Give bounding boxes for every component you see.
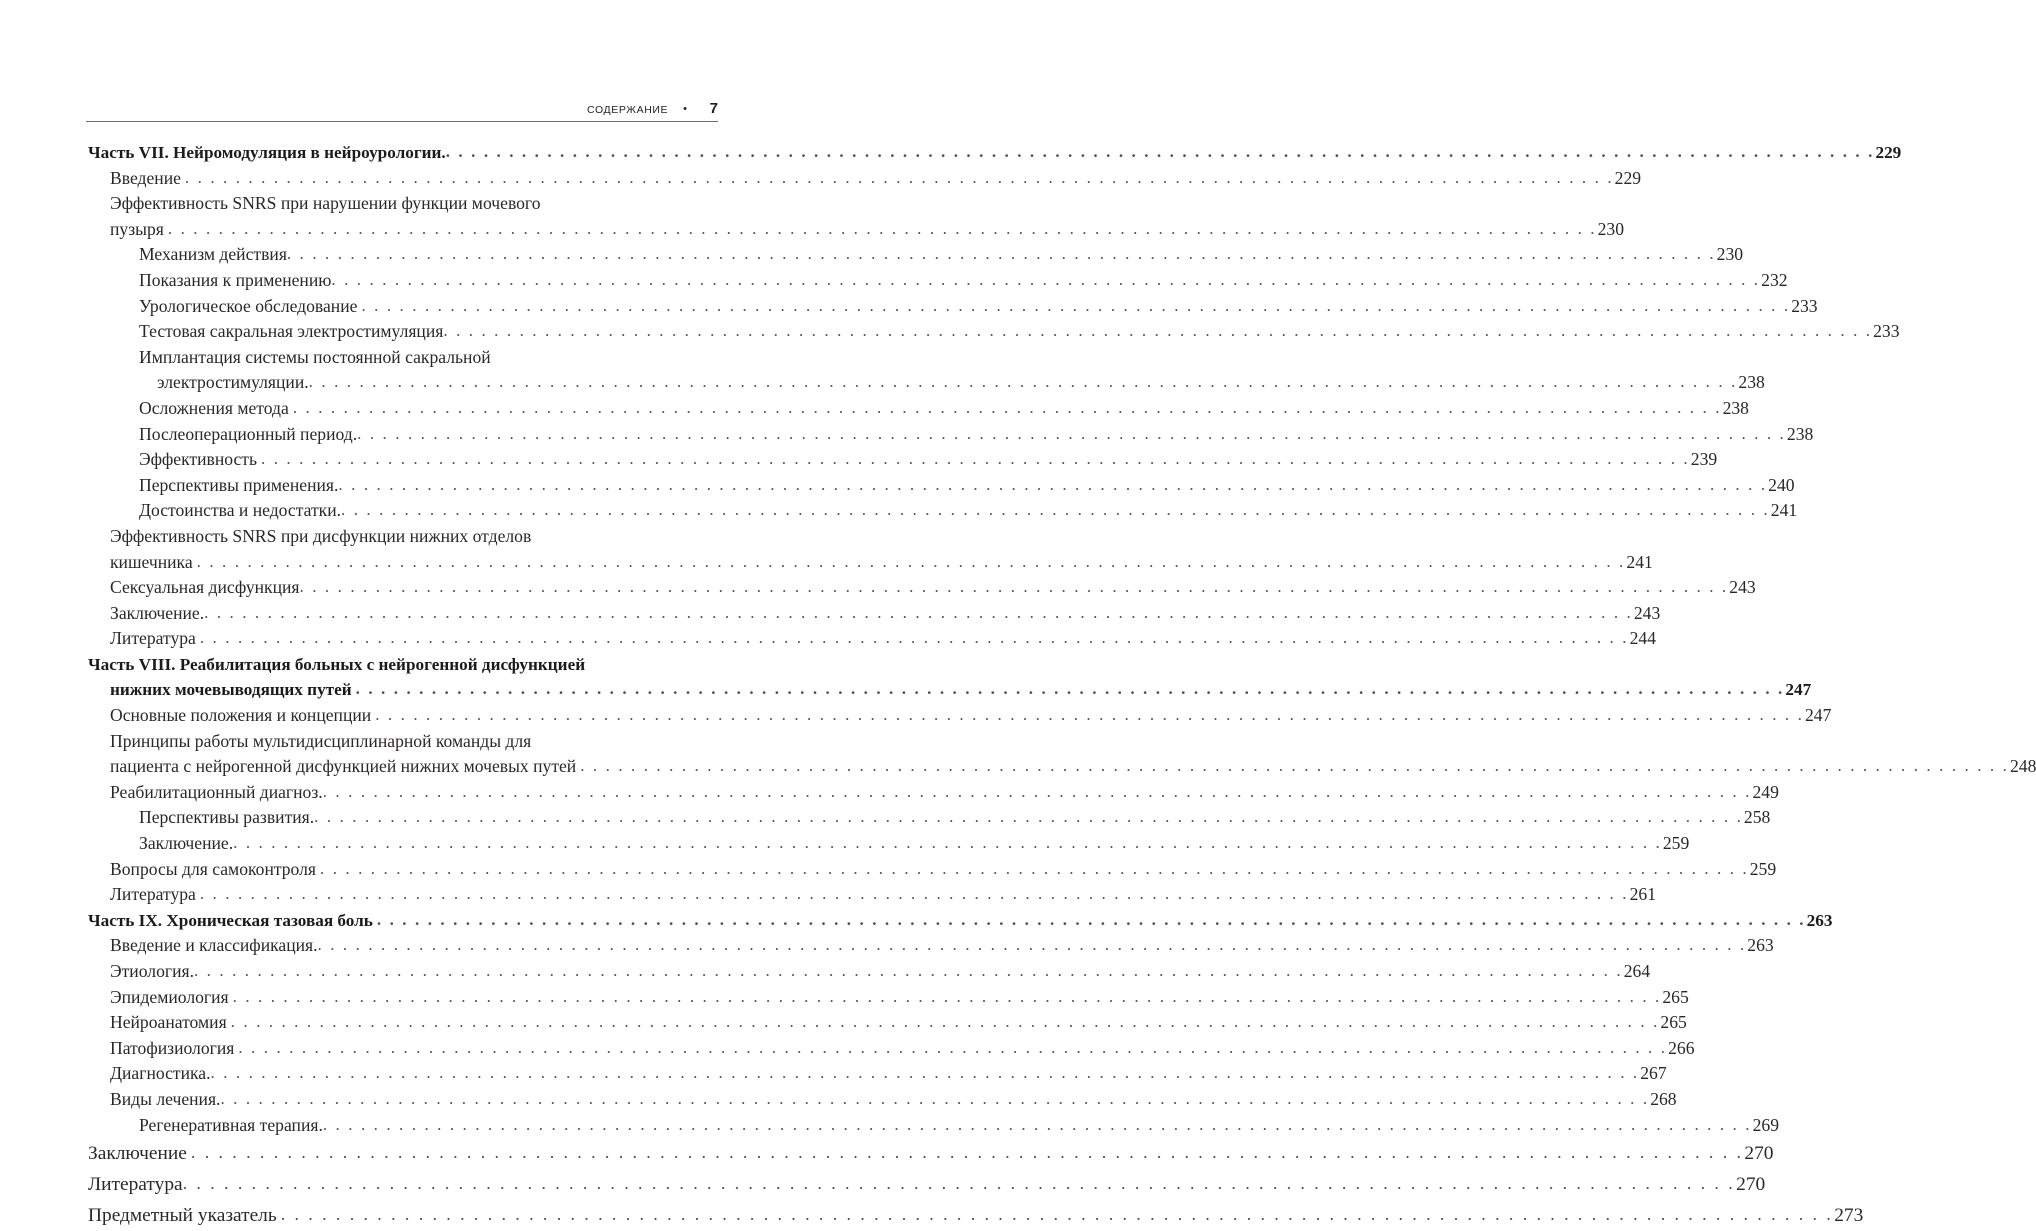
toc-entry-page-number: 233: [1791, 295, 1818, 316]
toc-entry-page-number: 258: [1743, 807, 1771, 828]
toc-entry-page-number: 238: [1738, 372, 1765, 393]
toc-entry-page-number: 247: [1785, 680, 1812, 700]
dot-leader: [220, 1086, 1649, 1112]
toc-entry[interactable]: [0, 447, 1718, 473]
toc-entry[interactable]: [0, 857, 1777, 883]
dot-leader: [183, 1168, 1736, 1199]
dot-leader: [580, 753, 2009, 779]
toc-entry[interactable]: [0, 217, 1625, 243]
toc-entry[interactable]: [0, 319, 1900, 345]
toc-entry[interactable]: [0, 166, 1642, 192]
toc-entry-page-number: 229: [1614, 167, 1642, 188]
dot-leader: [314, 804, 1743, 830]
dot-leader: [168, 216, 1597, 242]
toc-entry-label: Показания к применению: [139, 269, 332, 290]
dot-leader: [200, 881, 1629, 907]
dot-leader: [185, 165, 1614, 191]
running-head-separator-dot: •: [683, 103, 687, 115]
toc-entry[interactable]: [0, 268, 1788, 294]
toc-entry[interactable]: [0, 498, 1798, 524]
toc-entry-page-number: 273: [1834, 1205, 1864, 1227]
dot-leader: [191, 1137, 1744, 1168]
toc-entry[interactable]: [0, 242, 1744, 268]
dot-leader: [233, 830, 1662, 856]
dot-leader: [300, 574, 1729, 600]
toc-entry[interactable]: [0, 882, 1656, 908]
toc-entry[interactable]: [0, 831, 1690, 857]
toc-entry-page-number: 241: [1626, 551, 1653, 572]
dot-leader: [443, 318, 1872, 344]
toc-entry-page-number: 247: [1804, 705, 1832, 726]
toc-entry[interactable]: [0, 985, 1689, 1011]
dot-leader: [377, 907, 1806, 933]
dot-leader: [197, 549, 1626, 575]
toc-entry-label: Механизм действия: [139, 244, 287, 265]
toc-entry-page-number: 229: [1875, 143, 1902, 162]
toc-entry[interactable]: [0, 1061, 1667, 1087]
toc-entry-label: пузыря: [110, 218, 164, 239]
dot-leader: [204, 600, 1633, 626]
toc-entry-page-number: 270: [1736, 1174, 1766, 1196]
toc-entry[interactable]: [0, 626, 1656, 652]
dot-leader: [323, 1112, 1752, 1138]
toc-entry-label: Часть VIII. Реабилитация больных с нейрогенной дисфункцией: [88, 654, 586, 674]
dot-leader: [309, 369, 1738, 395]
toc-entry-label: Предметный указатель: [88, 1205, 277, 1227]
toc-entry[interactable]: [0, 908, 1833, 934]
toc-entry-page-number: 244: [1629, 628, 1656, 649]
toc-entry-page-number: 233: [1873, 321, 1900, 342]
toc-entry-page-number: 266: [1668, 1037, 1695, 1058]
dot-leader: [361, 293, 1790, 319]
dot-leader: [331, 267, 1760, 293]
toc-entry-page-number: 264: [1623, 961, 1651, 981]
toc-entry-page-number: 230: [1716, 244, 1744, 265]
dot-leader: [320, 856, 1749, 882]
toc-entry[interactable]: [0, 1138, 1774, 1169]
toc-entry-label: Литература: [110, 884, 196, 905]
toc-entry-label: Регенеративная терапия.: [139, 1114, 323, 1135]
toc-entry-page-number: 270: [1744, 1143, 1774, 1165]
toc-entry[interactable]: [0, 933, 1774, 959]
dot-leader: [446, 139, 1875, 165]
toc-entry-page-number: 249: [1752, 781, 1779, 802]
dot-leader: [238, 1035, 1667, 1061]
toc-entry-label: Этиология.: [110, 961, 194, 981]
toc-entry[interactable]: [0, 1200, 1864, 1231]
dot-leader: [281, 1199, 1834, 1230]
toc-entry-label: Эффективность SNRS при дисфункции нижних отделов: [110, 525, 532, 546]
toc-entry-label: Перспективы развития.: [139, 807, 315, 828]
toc-entry[interactable]: [0, 524, 822, 550]
toc-entry-label: нижних мочевыводящих путей: [110, 680, 352, 700]
toc-entry-label: Нейроанатомия: [110, 1012, 227, 1033]
toc-entry-label: пациента с нейрогенной дисфункцией нижних мочевых путей: [110, 756, 577, 777]
toc-entry-page-number: 259: [1749, 858, 1777, 879]
toc-entry[interactable]: [0, 601, 1661, 627]
toc-entry[interactable]: [0, 1036, 1695, 1062]
toc-entry-label: Литература: [88, 1174, 183, 1196]
toc-entry-page-number: 243: [1633, 602, 1661, 623]
toc-entry[interactable]: [0, 473, 1795, 499]
toc-entry-label: Достоинства и недостатки.: [139, 500, 342, 521]
toc-entry-label: Диагностика.: [110, 1063, 211, 1084]
dot-leader: [261, 446, 1690, 472]
dot-leader: [375, 702, 1804, 728]
toc-entry-label: Введение и классификация.: [110, 935, 318, 956]
toc-entry-label: Часть VII. Нейромодуляция в нейроурологии.: [88, 143, 446, 162]
dot-leader: [293, 395, 1722, 421]
toc-entry-label: Реабилитационный диагноз.: [110, 781, 323, 802]
toc-entry-label: Имплантация системы постоянной сакральной: [139, 346, 491, 367]
toc-entry-page-number: 238: [1786, 423, 1814, 444]
toc-entry-page-number: 243: [1729, 577, 1756, 598]
toc-entry-label: кишечника: [110, 551, 193, 572]
toc-entry-page-number: 265: [1660, 1012, 1687, 1033]
toc-entry[interactable]: [0, 729, 822, 755]
toc-entry[interactable]: [0, 294, 1818, 320]
toc-entry-label: Сексуальная дисфункция: [110, 577, 300, 598]
toc-entry-label: Основные положения и концепции: [110, 705, 372, 726]
toc-entry[interactable]: [0, 396, 1749, 422]
dot-leader: [323, 779, 1752, 805]
dot-leader: [318, 932, 1747, 958]
toc-entry-label: Заключение.: [139, 833, 234, 854]
toc-entry[interactable]: [0, 805, 1771, 831]
dot-leader: [194, 958, 1623, 984]
toc-entry-label: Заключение: [88, 1143, 187, 1165]
toc-entry[interactable]: [0, 677, 1812, 703]
toc-entry[interactable]: [0, 780, 1779, 806]
toc-entry-page-number: 263: [1747, 935, 1774, 956]
toc-entry-label: Виды лечения.: [110, 1088, 221, 1109]
dot-leader: [356, 676, 1785, 702]
toc-entry-label: Эпидемиология: [110, 986, 229, 1007]
toc-entry-label: Заключение.: [110, 602, 205, 623]
toc-entry-label: Введение: [110, 167, 181, 188]
toc-entry[interactable]: [0, 345, 822, 371]
toc-entry-page-number: 239: [1690, 449, 1718, 470]
toc-entry-label: Перспективы применения.: [139, 474, 339, 495]
toc-entry-page-number: 248: [2009, 756, 2036, 777]
dot-leader: [233, 984, 1662, 1010]
toc-entry[interactable]: [0, 1169, 1766, 1200]
toc-entry[interactable]: [0, 703, 1832, 729]
page-number: 7: [709, 100, 718, 117]
toc-entry-page-number: 265: [1662, 986, 1689, 1007]
dot-leader: [341, 497, 1770, 523]
dot-leader: [338, 472, 1767, 498]
toc-entry-label: Патофизиология: [110, 1037, 235, 1058]
toc-entry-page-number: 267: [1640, 1063, 1667, 1084]
toc-entry-page-number: 261: [1629, 884, 1656, 905]
toc-entry-page-number: 240: [1768, 474, 1795, 495]
toc-entry-label: Вопросы для самоконтроля: [110, 858, 316, 879]
toc-entry-page-number: 263: [1806, 910, 1833, 930]
toc-entry-label: Часть IX. Хроническая тазовая боль: [88, 910, 373, 930]
toc-entry[interactable]: [0, 754, 2036, 780]
dot-leader: [231, 1009, 1660, 1035]
toc-entry-label: Эффективность SNRS при нарушении функции мочевого: [110, 193, 541, 214]
toc-entry-page-number: 269: [1752, 1114, 1779, 1135]
toc-entry[interactable]: [0, 1087, 1677, 1113]
toc-entry-label: Тестовая сакральная электростимуляция: [139, 321, 444, 342]
dot-leader: [287, 241, 1716, 267]
toc-entry-label: Литература: [110, 628, 196, 649]
toc-entry-label: Осложнения метода: [139, 397, 289, 418]
toc-entry[interactable]: [0, 1113, 1779, 1139]
dot-leader: [357, 421, 1786, 447]
toc-entry-label: Послеоперационный период.: [139, 423, 358, 444]
toc-entry-page-number: 230: [1597, 218, 1625, 239]
toc-entry-page-number: 259: [1662, 833, 1690, 854]
toc-entry-page-number: 268: [1650, 1088, 1677, 1109]
toc-entry-page-number: 241: [1770, 500, 1798, 521]
header-rule: [86, 121, 718, 122]
toc-entry[interactable]: [0, 191, 822, 217]
toc-entry-page-number: 232: [1761, 269, 1788, 290]
dot-leader: [211, 1060, 1640, 1086]
dot-leader: [200, 625, 1629, 651]
toc-entry[interactable]: [0, 140, 1902, 166]
toc-entry-label: Урологическое обследование: [139, 295, 358, 316]
running-head: [86, 100, 718, 117]
running-head-title: СОДЕРЖАНИЕ: [587, 104, 669, 116]
toc-entry[interactable]: [0, 652, 822, 678]
toc-entry[interactable]: [0, 370, 1765, 396]
toc-entry-label: электростимуляции.: [157, 372, 309, 393]
toc-entry-label: Эффективность: [139, 449, 258, 470]
toc-entry-list: [0, 140, 2036, 1231]
toc-entry[interactable]: [0, 575, 1756, 601]
toc-entry[interactable]: [0, 959, 1651, 985]
toc-entry-page-number: 238: [1722, 397, 1749, 418]
toc-entry[interactable]: [0, 1010, 1687, 1036]
toc-entry[interactable]: [0, 422, 1814, 448]
toc-entry-label: Принципы работы мультидисциплинарной команды для: [110, 730, 532, 751]
toc-entry[interactable]: [0, 550, 1653, 576]
